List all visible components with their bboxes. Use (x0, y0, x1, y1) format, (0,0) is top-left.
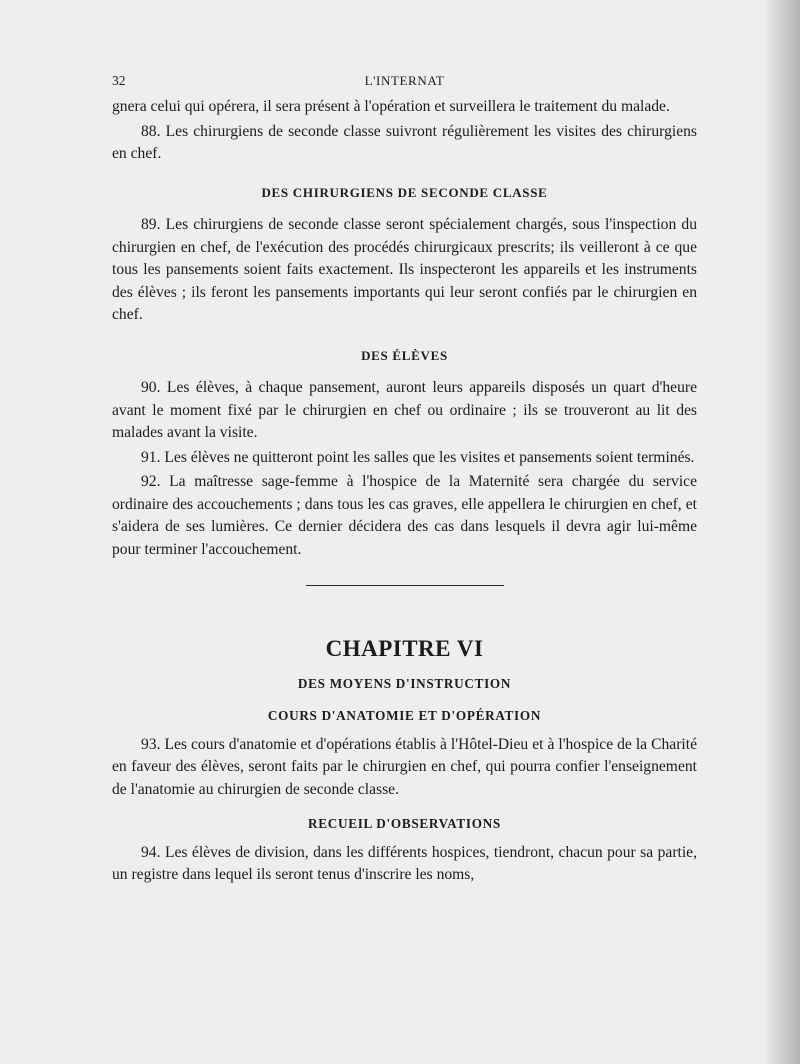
article-91: 91. Les élèves ne quitteront point les salles que les visites et pansements soient terminés. (141, 448, 695, 466)
chapter-title: CHAPITRE VI (325, 636, 484, 661)
page-edge-shadow (766, 0, 800, 1064)
section-heading-recueil: RECUEIL D'OBSERVATIONS (308, 816, 501, 831)
page-number: 32 (112, 73, 126, 88)
article-88: 88. Les chirurgiens de seconde classe suivront régulièrement les visites des chirurgiens en chef. (112, 122, 697, 162)
section-heading-cours: COURS D'ANATOMIE ET D'OPÉRATION (267, 708, 542, 723)
section-heading-eleves: DES ÉLÈVES (361, 347, 448, 363)
section-divider (306, 585, 504, 586)
article-90: 90. Les élèves, à chaque pansement, auront leurs appareils disposés un quart d'heure avant le moment fixé par le chirurgien en chef ou ordinaire ; ils se trouveront au lit des malades avant la visite. (112, 379, 697, 441)
book-page (112, 70, 697, 889)
continuation-paragraph: gnera celui qui opérera, il sera présent à l'opération et surveillera le traitement du malade. (112, 98, 670, 115)
section-heading-seconde-classe: DES CHIRURGIENS DE SECONDE CLASSE (261, 184, 548, 200)
article-89: 89. Les chirurgiens de seconde classe seront spécialement chargés, sous l'inspection du chirurgien en chef, de l'exécution des procédés chirurgicaux prescrits; ils veilleront à ce que tous les pansements soient faits exactement. Ils inspecteront les appareils et les instruments des élèves ; ils feront les pansements importants qui leur seront confiés par le chirurgien en chef. (112, 216, 697, 323)
running-title: L'INTERNAT (364, 73, 445, 88)
article-92: 92. La maîtresse sage-femme à l'hospice de la Maternité sera chargée du service ordinaire des accouchements ; dans tous les cas graves, elle appellera le chirurgien en chef, et s'aidera de ses lumières. Ce dernier décidera des cas dans lesquels il devra agir lui-même pour terminer l'accouchement. (112, 473, 697, 558)
article-94: 94. Les élèves de division, dans les différents hospices, tiendront, chacun pour sa partie, un registre dans lequel ils seront tenus d'inscrire les noms, (112, 843, 697, 883)
article-93: 93. Les cours d'anatomie et d'opérations établis à l'Hôtel-Dieu et à l'hospice de la Charité en faveur des élèves, seront faits par le chirurgien en chef, qui pourra confier l'enseignement de l'anatomie au chirurgien de seconde classe. (112, 735, 697, 798)
running-head (112, 70, 697, 96)
chapter-subtitle: DES MOYENS D'INSTRUCTION (297, 675, 512, 691)
